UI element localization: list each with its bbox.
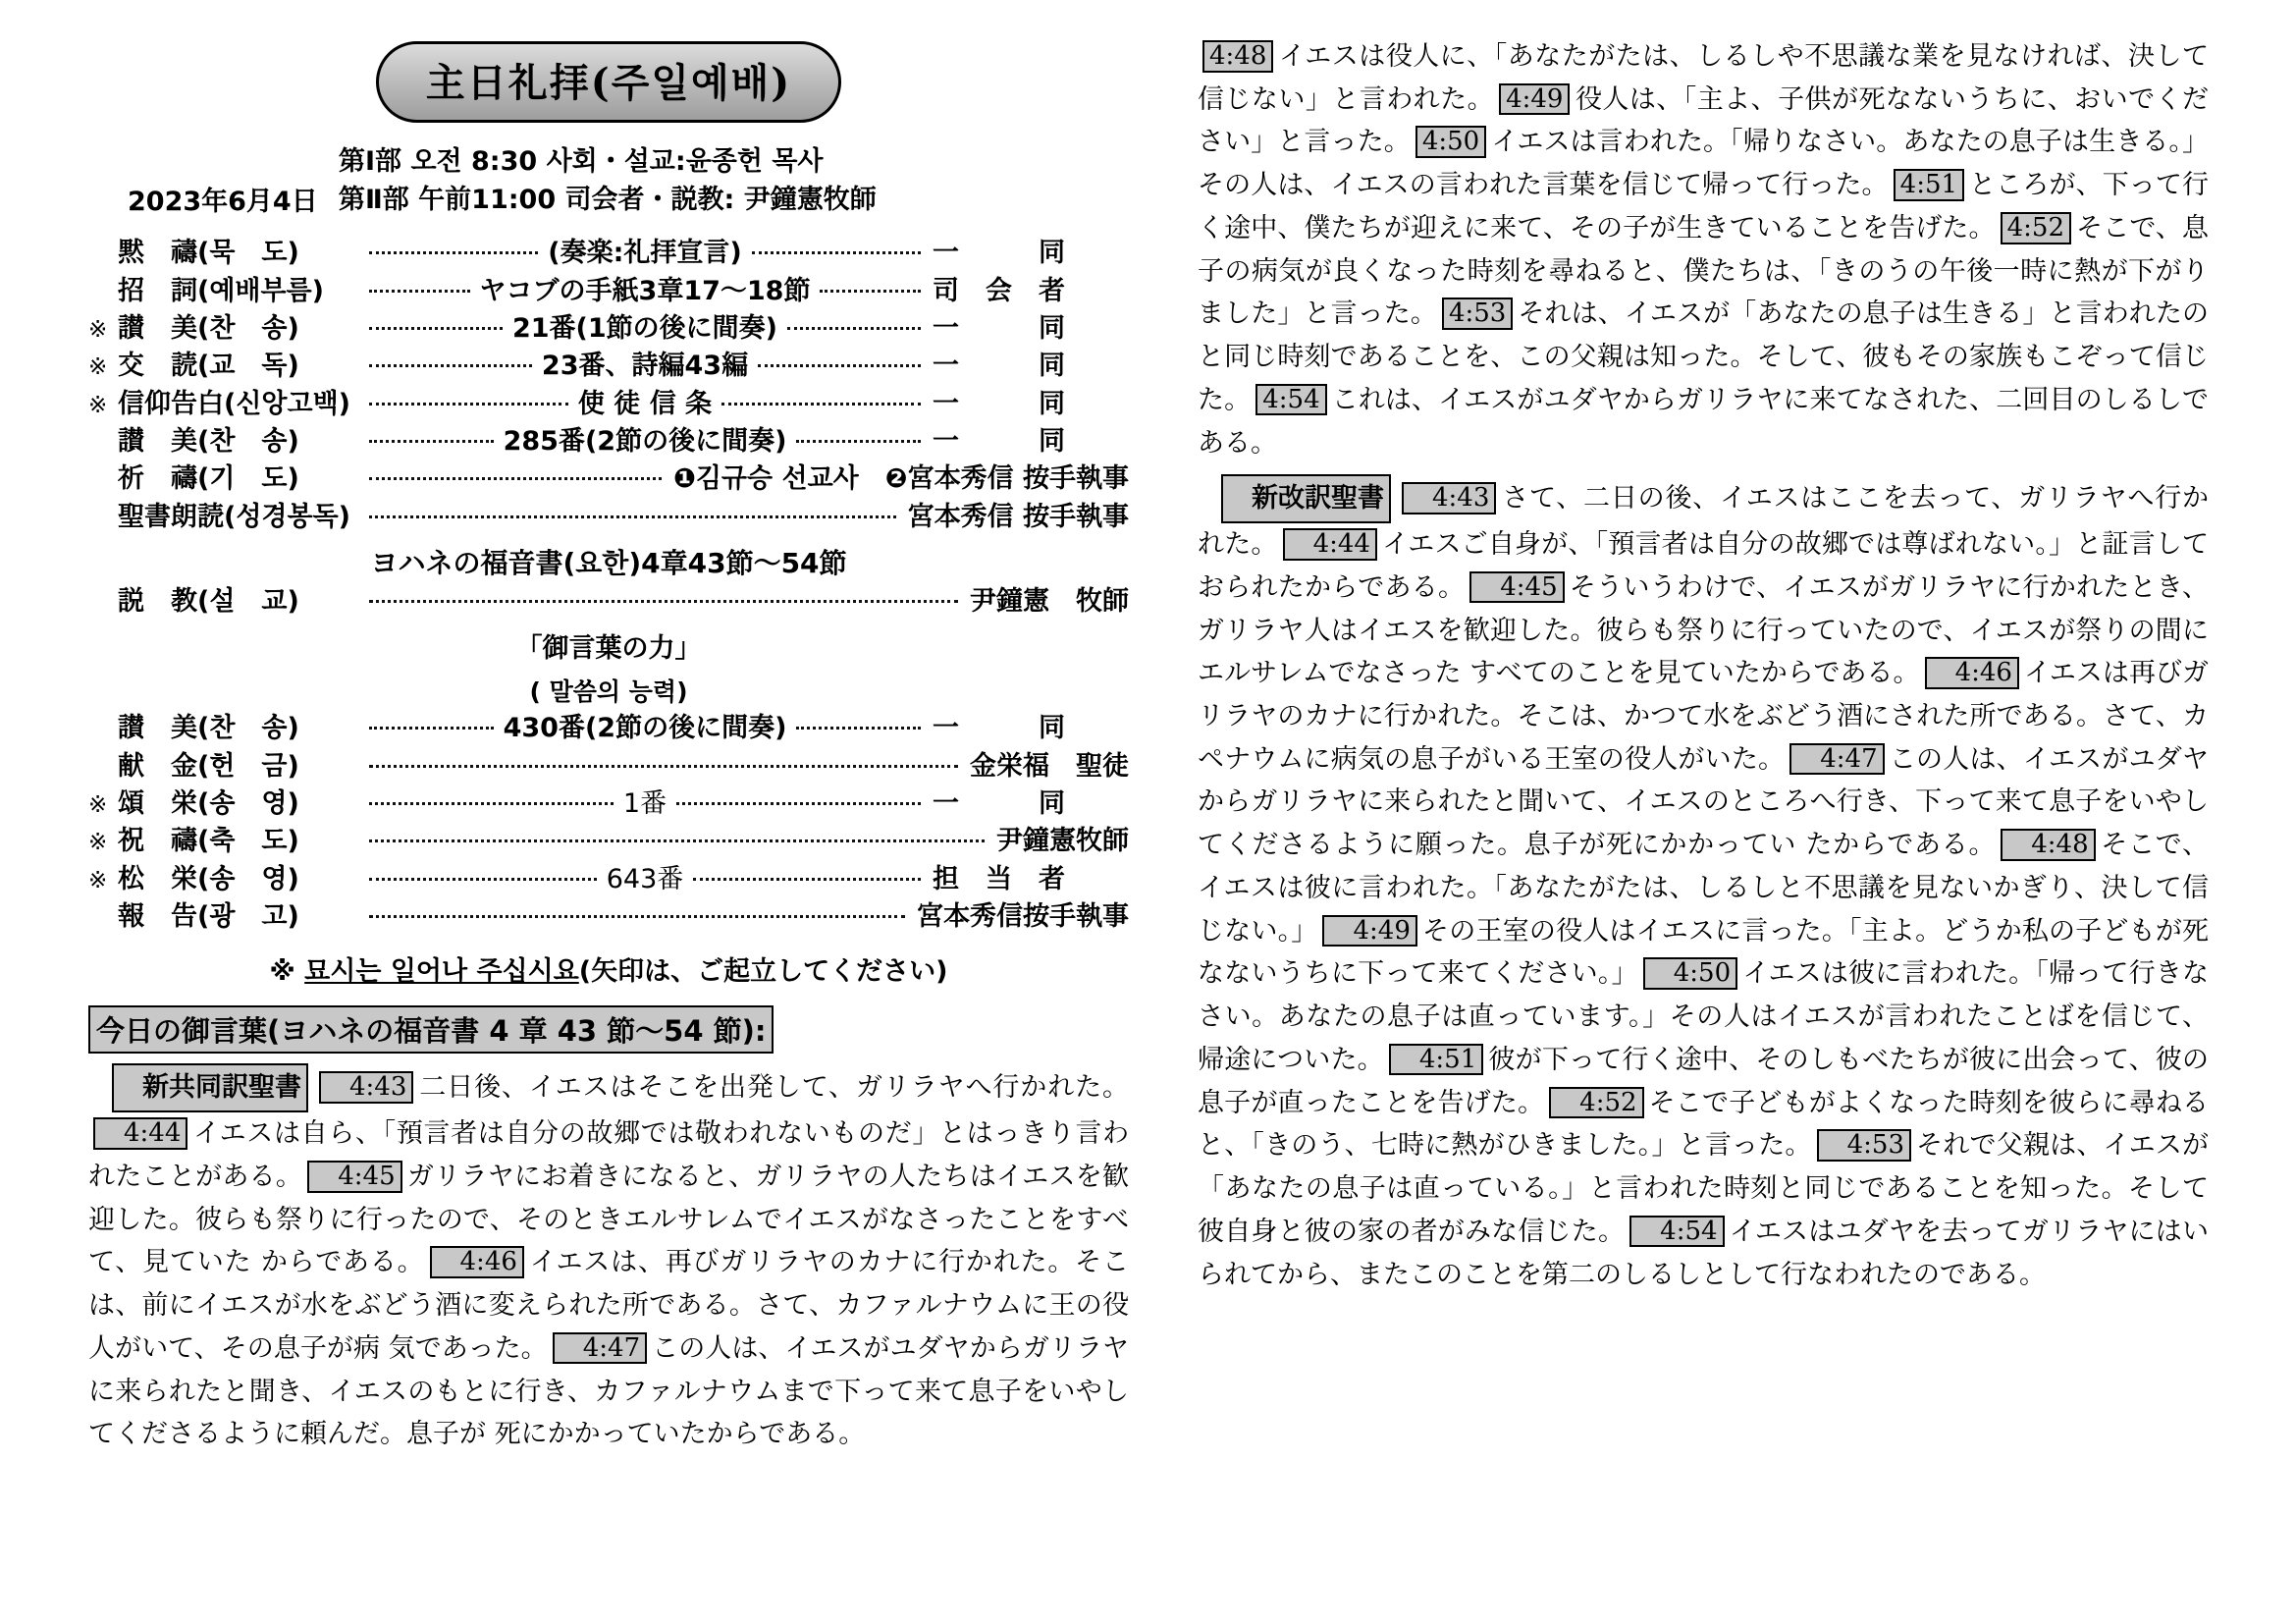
order-item-name: 讃 美(찬 송) [118,312,299,344]
leader-dots [787,327,921,330]
verse-text: そこで、イエスは彼に言われた。「あなたがたは、しるしと不思議を見ないかぎり、決して信じない。」 [1198,830,2209,947]
sermon-title-ja: 「御言葉の力」 [515,633,702,665]
verse-text: さて、二日の後、イエスはここを去って、ガリラヤへ行かれた。 [1198,483,2209,561]
scripture-shinkyodo [88,1063,1129,1456]
order-item-value: 1番 [622,788,667,820]
verse-text: 彼が下って行く途中、そのしもべたちが彼に出会って、彼の息子が直ったことを告げた。 [1198,1044,2209,1118]
order-item-name: 讃 美(찬 송) [118,426,299,457]
order-item-name: 報 告(광 고) [118,901,299,933]
bible-version-badge: 新改訳聖書 [1221,474,1391,523]
verse-number-badge: 4:54 [1255,384,1326,416]
order-item-name: 讃 美(찬 송) [118,713,299,744]
scripture-shinkaiyaku [1198,474,2209,1296]
verse-text: イエスは彼に言われた。「帰って行きなさい。あなたの息子は直っています。」その人はイエスが言われたことばを信じて、帰途についた。 [1198,958,2209,1075]
leader-dots [676,802,921,805]
order-item-person: 尹鐘憲牧師 [996,826,1129,857]
order-item-value: 643番 [606,863,684,894]
order-item-name: 信仰告白(신앙고백) [118,388,351,419]
service-date: 2023年6月4日 [128,187,318,217]
order-row [88,386,1129,423]
verse-text: ところが、下って行く途中、僕たちが迎えに来て、その子が生きていることを告げた。 [1198,170,2210,244]
standing-mark: ※ [88,867,108,893]
scripture-paragraph [88,1063,1129,1456]
leader-dots [796,727,921,730]
leader-dots [796,440,921,443]
verse-number-badge: 4:45 [1469,571,1564,604]
verse-number-badge: 4:46 [430,1246,524,1278]
left-column [59,29,1129,1624]
verse-text: そこで子どもがよくなった時刻を彼らに尋ねると、「きのう、七時に熱がひきました。」と言った。 [1198,1087,2210,1162]
verse-text: それは、イエスが「あなたの息子は生きる」と言われたのと同じ時刻であることを、この父親は知った。そして、彼もその家族もこぞって信じた。 [1198,298,2210,415]
leader-dots [369,403,568,406]
verse-text: イエスは役人に、「あなたがたは、しるしや不思議な業を見なければ、決して信じない」と言われた。 [1198,41,2209,115]
verse-number-badge: 4:48 [1202,40,1273,73]
standing-instruction [88,949,1129,988]
order-item-value: 使 徒 信 条 [577,388,713,419]
verse-number-badge: 4:53 [1442,298,1513,330]
standing-mark: ※ [88,830,108,856]
verse-number-badge: 4:50 [1643,957,1737,990]
title-banner-wrap [88,41,1129,123]
order-item-name: 交 読(교 독) [118,351,299,382]
standing-mark: ※ [88,792,108,819]
leader-dots [369,440,494,443]
verse-text: イエスご自身が、「預言者は自分の故郷では尊ばれない。」と証言しておられたからである。 [1198,529,2210,603]
order-item-value: 430番(2節の後に間奏) [503,713,787,744]
verse-number-badge: 4:53 [1817,1129,1911,1162]
order-row [88,898,1129,936]
leader-dots [820,290,921,293]
leader-dots [369,765,958,768]
scripture-paragraph [1198,474,2209,1296]
order-row [88,710,1129,747]
order-row [88,823,1129,860]
verse-number-badge: 4:43 [319,1071,413,1104]
verse-number-badge: 4:47 [1789,743,1884,776]
order-rows-top [88,235,1129,536]
order-item-person: 宮本秀信按手執事 [917,901,1129,933]
verse-number-badge: 4:48 [2001,829,2095,861]
order-row [88,748,1129,785]
order-item-value: 21番(1節の後に間奏) [511,312,778,344]
order-item-name: 松 栄(송 영) [118,863,299,894]
leader-dots [369,477,662,480]
leader-dots [369,327,503,330]
leader-dots [693,878,921,881]
verse-text: 二日後、イエスはそこを出発して、ガリラヤへ行かれた。 [418,1072,1129,1104]
leader-dots [369,878,597,881]
standing-instruction-kr: 묘시는 일어나 주십시요 [304,956,579,988]
order-item-person: ❶김규승 선교사 ❷宮本秀信 按手執事 [672,463,1129,495]
order-item-name: 聖書朗読(성경봉독) [118,501,351,532]
order-item-person: 一 同 [933,426,1066,457]
order-item-person: 一 同 [933,351,1065,382]
verse-number-badge: 4:47 [553,1332,647,1365]
order-item-name: 招 詞(예배부름) [118,275,325,306]
leader-dots [369,251,538,254]
verse-number-badge: 4:49 [1322,915,1416,947]
leader-dots [369,915,905,918]
sermon-title-kr: ( 말씀의 능력) [529,677,688,707]
standing-mark: ※ [88,392,108,418]
order-item-name: 祈 禱(기 도) [118,463,299,495]
verse-text: 役人は、「主よ、子供が死なないうちに、おいでください」と言った。 [1198,83,2209,158]
scripture-paragraph [1198,35,2209,464]
verse-text: この人は、イエスがユダヤからガリラヤに来られたと聞き、イエスのもとに行き、カファルナウムまで下って来て息子をいやしてくださるように頼んだ。息子が 死にかかっていたからである。 [88,1332,1129,1450]
todays-word-heading: 今日の御言葉(ヨハネの福音書 4 章 43 節〜54 節): [88,1005,774,1054]
leader-dots [369,802,614,805]
bible-version-badge: 新共同訳聖書 [112,1063,308,1112]
service-parts [339,142,1129,219]
verse-text: そこで、息子の病気が良くなった時刻を尋ねると、僕たちは、「きのうの午後一時に熱が下がりました」と言った。 [1198,212,2209,330]
verse-number-badge: 4:52 [1549,1087,1643,1119]
service-header [88,142,1129,219]
order-of-service [88,235,1129,988]
verse-text: この人は、イエスがユダヤからガリラヤに来られたと聞いて、イエスのところへ行き、下って来て息子をいやしてくださるように願った。息子が死にかかってい たからである。 [1198,743,2209,861]
verse-number-badge: 4:44 [1283,528,1377,561]
order-item-person: 司 会 者 [933,275,1065,306]
verse-text: イエスは自ら、「預言者は自分の故郷では敬われないものだ」とはっきり言われたことがある。 [88,1118,1129,1192]
leader-dots [369,839,985,842]
order-item-person: 一 同 [933,388,1066,419]
order-row [88,460,1129,498]
service-part-1: 第Ⅰ部 오전 8:30 사회・설교:윤종헌 목사 [339,146,824,177]
service-part-2: 第Ⅱ部 午前11:00 司会者・説教: 尹鐘憲牧師 [339,185,877,216]
order-item-person: 尹鐘憲 牧師 [970,586,1129,618]
order-item-person: 一 同 [933,238,1066,269]
order-item-value: ヤコブの手紙3章17〜18節 [479,275,811,306]
order-item-person: 一 同 [933,312,1066,344]
order-row [88,861,1129,898]
leader-dots [369,290,470,293]
order-row [88,235,1129,272]
order-item-person: 一 同 [933,713,1066,744]
verse-text: その王室の役人はイエスに言った。「主よ。どうか私の子どもが死なないうちに下って来てください。」 [1198,915,2210,990]
verse-text: イエスは言われた。「帰りなさい。あなたの息子は生きる。」その人は、イエスの言われた言葉を信じて帰って行った。 [1198,127,2210,201]
order-item-value: (奏楽:礼拝宣言) [548,238,742,269]
order-row [88,423,1129,460]
verse-text: イエスは再びガリラヤのカナに行かれた。そこは、かつて水をぶどう酒にされた所である。さて、カペナウムに病気の息子がいる王室の役人がいた。 [1198,658,2209,775]
verse-number-badge: 4:46 [1925,657,2019,689]
todays-word-heading-wrap [88,988,1129,1054]
leader-dots [758,364,921,367]
leader-dots [369,364,532,367]
verse-text: それで父親は、イエスが「あなたの息子は直っている。」と言われた時刻と同じであることを知った。そして彼自身と彼の家の者がみな信じた。 [1198,1130,2210,1247]
order-row [88,310,1129,348]
leader-dots [369,727,494,730]
verse-number-badge: 4:49 [1499,83,1570,116]
standing-mark: ※ [88,354,108,381]
order-item-value: 285番(2節の後に間奏) [503,426,787,457]
order-row [88,348,1129,385]
verse-text: これは、イエスがユダヤからガリラヤに来てなされた、二回目のしるしである。 [1198,384,2210,459]
verse-number-badge: 4:44 [93,1117,187,1150]
order-item-value: 23番、詩編43編 [541,351,749,382]
verse-number-badge: 4:45 [307,1161,401,1193]
order-item-person: 担 当 者 [933,863,1066,894]
verse-number-badge: 4:51 [1389,1044,1483,1076]
order-row [88,785,1129,823]
order-row [88,273,1129,310]
verse-text: イエスは、再びガリラヤのカナに行かれた。そこは、前にイエスが水をぶどう酒に変えられた所である。さて、カファルナウムに王の役人がいて、その息子が病 気であった。 [88,1247,1129,1364]
right-column [1129,29,2209,1624]
verse-text: そういうわけで、イエスがガリラヤに行かれたとき、ガリラヤ人はイエスを歓迎した。彼らも祭りに行っていたので、イエスが祭りの間にエルサレムでなさった すべてのことを見ていたからである。 [1198,571,2209,689]
verse-number-badge: 4:51 [1894,169,1964,201]
standing-mark: ※ [88,316,108,343]
order-item-person: 一 同 [933,788,1065,820]
order-item-name: 頌 栄(송 영) [118,788,299,820]
leader-dots [369,600,958,603]
verse-number-badge: 4:54 [1629,1216,1724,1248]
sermon-scripture-reference: ヨハネの福音書(요한)4章43節〜54節 [370,547,847,580]
leader-dots [752,251,921,254]
order-item-name: 祝 禱(축 도) [118,826,299,857]
verse-number-badge: 4:52 [2001,212,2071,244]
leader-dots [721,403,921,406]
order-rows-bottom [88,710,1129,936]
order-item-name: 献 金(헌 금) [118,750,299,782]
scripture-shinkyodo-continued [1198,35,2209,464]
order-row [88,499,1129,536]
standing-instruction-mark: ※ [269,956,305,988]
leader-dots [369,515,896,518]
order-item-person: 宮本秀信 按手執事 [907,501,1129,532]
verse-number-badge: 4:43 [1402,482,1496,514]
verse-number-badge: 4:50 [1415,126,1486,158]
order-item-name: 説 教(설 교) [118,586,299,618]
order-item-person: 金栄福 聖徒 [970,750,1129,782]
verse-text: ガリラヤにお着きになると、ガリラヤの人たちはイエスを歓迎した。彼らも祭りに行ったので、そのときエルサレムでイエスがなさったことをすべて、見ていた からである。 [88,1161,1130,1278]
service-title-banner: 主日礼拝(주일예배) [376,41,841,123]
standing-instruction-ja: (矢印は、ご起立してください) [578,956,948,988]
verse-text: イエスはユダヤを去ってガリラヤにはいられてから、またこのことを第二のしるしとして行なわれたのである。 [1198,1216,2210,1290]
order-row-sermon [88,583,1129,621]
order-item-name: 黙 禱(묵 도) [118,238,299,269]
